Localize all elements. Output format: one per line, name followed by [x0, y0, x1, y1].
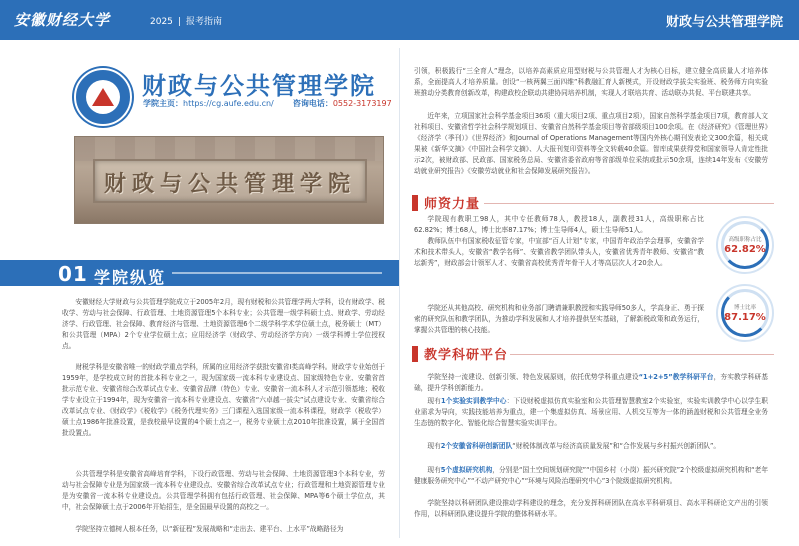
- sign-text: 财政与公共管理学院: [103, 171, 356, 197]
- phone-number: 0552-3173197: [332, 99, 392, 108]
- overview-paragraph-3: 公共管理学科是安徽省高峰培育学科，下设行政管理、劳动与社会保障、土地资源管理3个本科专业，劳动与社会保障专业是为国家级一流本科专业建设点、安徽省综合改革试点专业；行政管理和土地资源管理专业是为安徽省一流本科专业建设点。公共管理学科拥有包括行政管理、社会保障、MPA等6个硕士学位点，其中，社会保障硕士点于2006年开始招生，是全国最早设置的高校之一。: [62, 470, 385, 511]
- college-logo-icon: [74, 68, 132, 126]
- website-label: 学院主页：: [143, 99, 183, 108]
- stat-label: 博士比率: [733, 305, 756, 311]
- college-contact: [143, 98, 392, 109]
- guide-year: 2025: [150, 17, 173, 27]
- research-paragraph-teams-role: 学院坚持以科研团队建设推动学科建设的理念，充分发挥科研团队在高水平科研项目、高水平科研论文产出的引领作用，以科研团队建设提升学院的整体科研水平。: [414, 499, 768, 518]
- header-section-title: 财政与公共管理学院: [665, 15, 783, 30]
- overview-paragraph-1: 安徽财经大学财政与公共管理学院成立于2005年2月，现有财税和公共管理学两大学科，设有财政学、税收学、劳动与社会保障、行政管理、土地资源管理5个本科专业；公共管理一级学科硕士点、财政学、劳动经济学、行政管理、社会保障、教育经济与管理、土地资源管理6个二级学科学术学位硕士点，税务硕士（MT）和公共管理（MPA）2个专业学位硕士点；应用经济学（财政学、劳动经济学方向）一级学科博士学位授权点。: [62, 298, 385, 350]
- stat-value: 62.82%: [724, 244, 766, 255]
- research-heading-marker: [412, 346, 418, 362]
- research-heading: 教学科研平台: [424, 348, 509, 363]
- column-divider: [399, 48, 400, 538]
- stat-doctorate-ratio: [716, 284, 774, 342]
- phone-label: 咨询电话：: [292, 99, 333, 108]
- faculty-heading: 师资力量: [424, 197, 481, 212]
- overview-paragraph-2: 财税学科是安徽省唯一的财政学重点学科，所属的应用经济学获批安徽省Ⅰ类高峰学科。财政学专业始创于1959年，是学校成立时的首批本科专业之一，现为国家级一流本科专业建设点、国家级特色专业、安徽省首批示范专业、安徽省综合改革试点专业、安徽省品牌（特色）专业、安徽省一流本科人才示范引领基地；税收学专业设立于1994年，现为安徽省一流本科专业建设点、安徽省“六卓越一拔尖”试点建设专业、安徽省综合改革试点专业、《财政学》《税收学》《税务代理实务》三门课程入选国家级一流本科课程，财政学（税收学）硕士点1986年批准设置，是我校最早设置的4个硕士点之一，税务专业硕士点2010年批准设置，属于全国首批设置点。: [62, 363, 385, 437]
- right-intro-paragraph-2: 近年来，立项国家社会科学基金项目36项（重大项目2项、重点项目2项），国家自然科学基金项目7项，教育部人文社科项目、安徽省哲学社会科学规划项目、安徽省自然科学基金项目等省部级项目100余项。在《经济研究》《管理世界》《经济学（季刊）》《世界经济》和Journal of Operations Management等国内外核心期刊发表论文300余篇，相关成果被《新华文摘》《中国社会科学文摘》、人大报刊复印资料等全文转载40余篇。智库成果获得党和国家领导人肯定性批示2次，被财政部、民政部、国家税务总局、安徽省委省政府等省部级单位采纳或批示50余项，连续14年发布《安徽劳动就业研究报告》《安徽劳动就业和社会保障发展研究报告》。: [414, 112, 768, 175]
- stat-senior-title-ratio: [716, 216, 774, 274]
- faculty-heading-marker: [412, 195, 418, 211]
- overview-paragraph-4: 学院坚持立德树人根本任务，以“新征程”发展战略和“走出去、建平台、上水平”战略路径为: [75, 525, 344, 533]
- section-heading-line: [172, 272, 382, 274]
- research-paragraph-institutes: 现有5个虚拟研究机构，分别是“国土空间规划研究院”“中国乡村（小岗）振兴研究院”2个校级虚拟研究机构和“老年健康服务研究中心”“不动产研究中心”“环境与风险治理研究中心”3个院级虚拟研究机构。: [414, 466, 769, 485]
- faculty-paragraph-2: 教师队伍中有国家税收征管专家，中宣部“百人计划”专家，中国青年政治学会理事，安徽省学术和技术带头人，安徽省“教学名师”、安徽省教学团队带头人，安徽省优秀青年教师、安徽省“教坛新秀”，财政部会计领军人才、安徽省高校优秀青年骨干人才等高层次人才20余人。: [414, 237, 704, 267]
- stat-value: 87.17%: [724, 312, 766, 323]
- faculty-paragraph-1: 学院现有教职工98人，其中专任教师78人，教授18人，副教授31人，高级职称占比62.82%；博士68人，博士比率87.17%；博士生导师4人，硕士生导师51人。: [414, 215, 704, 234]
- research-paragraph-teams: 现有2个安徽省科研创新团队“财税体制改革与经济高质量发展”和“合作发展与乡村振兴创新团队”。: [427, 442, 721, 450]
- section-number: 01: [58, 262, 88, 286]
- page-header: [0, 0, 799, 40]
- college-title: 财政与公共管理学院: [142, 72, 376, 100]
- faculty-heading-line: [484, 203, 774, 204]
- university-brand: 安徽财经大学: [14, 11, 111, 29]
- stat-label: 高级职称占比: [728, 237, 762, 243]
- website-link[interactable]: https://cg.aufe.edu.cn/: [183, 99, 274, 108]
- research-heading-line: [510, 354, 774, 355]
- right-intro-paragraph-1: 引领，积极践行“三全育人”理念，以培养高素质应用型财税与公共管理人才为核心目标，建立健全高质量人才培养体系，全面提高人才培养质量。创设“一核两翼三面四维”科教融汇育人新模式，开设财政学拔尖实验班、税务师方向实验班推动分类教育创新改革，构建政校企联动共建协同培养机制，实现人才联培共育、活动联办共促、平台联建共享。: [414, 67, 768, 97]
- faculty-paragraph-3: 学院还从其他高校、研究机构和业务部门聘请兼职教授和实践导师50多人，学高身正、勇于探索的研究队伍和教学团队，为推动学科发展和人才培养提供坚实基础，了解新税政策和政务运行，掌握公共管理的核心技能。: [414, 304, 704, 334]
- section-title: 学院纵览: [94, 268, 167, 287]
- research-intro: 学院坚持一流建设、创新引领、特色发展原则，依托优势学科重点建设“1+2+5”教学科研平台，夯实教学科研基础，提升学科创新能力。: [414, 373, 768, 392]
- guide-meta: 2025 | 报考指南: [150, 17, 222, 27]
- research-paragraph-lab: 现有1个实验实训教学中心：下设财税虚拟仿真实验室和公共管理智慧教室2个实验室，实验实训教学中心以学生职业需求为导向，实践技能培养为重点，建一个集虚拟仿真、场景应用、人机交互等为一体的涵盖财税和公共管理全业务生态链的数字化、智能化综合智慧实验实训平台。: [414, 397, 768, 427]
- college-sign-photo: [74, 136, 384, 224]
- guide-title: 报考指南: [185, 17, 222, 27]
